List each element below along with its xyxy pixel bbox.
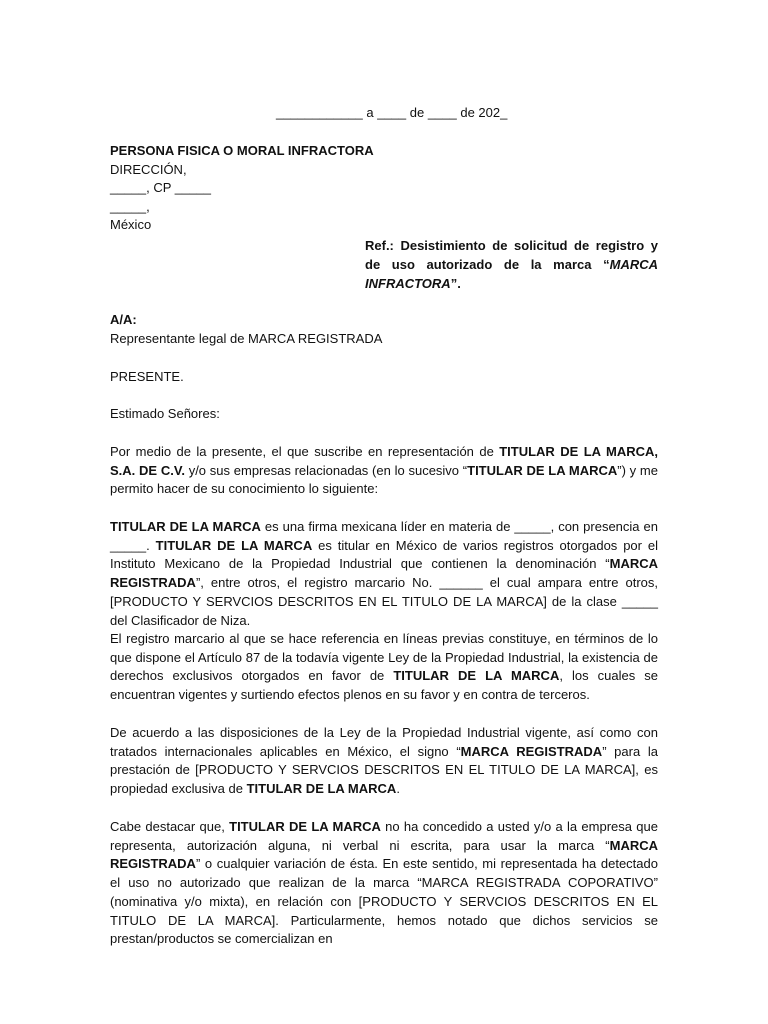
p4-titular: TITULAR DE LA MARCA <box>246 781 397 797</box>
reference-suffix: ”. <box>450 276 461 291</box>
p2-text-b: es una firma mexicana líder en materia de _____, con presencia en _____. <box>110 519 658 553</box>
p5-text-e: ” o cualquier variación de ésta. En este sentido, mi representada ha detectado el uso no autorizado que realizan de la marca “MARCA REGISTRADA COPORATIVO” (nominativa y/o mixta), en relación con [PRODUCTO Y SERVCIOS DESCRITOS EN EL TITULO DE LA MARCA]. Particularmente, hemos notado que dichos servicios se prestan/productos se comercializan en <box>110 856 658 947</box>
p4-mark: MARCA REGISTRADA <box>460 743 603 759</box>
p4-text-a: De acuerdo a las disposiciones de la Ley de la Propiedad Industrial vigente, así como con tratados internacionales aplicables en México, el signo “ <box>110 725 658 759</box>
p5-text-a: Cabe destacar que, <box>110 819 230 834</box>
reference-prefix: Ref.: Desistimiento de solicitud de registro y de uso autorizado de la marca “ <box>365 238 658 272</box>
greeting <box>110 405 658 424</box>
attention-block <box>110 311 658 348</box>
p3-text-a: El registro marcario al que se hace referencia en líneas previas constituye, en términos de lo que dispone el Artículo 87 de la todavía vigente Ley de la Propiedad Industrial, la existencia de derechos exclusivos otorgados en favor de <box>110 631 658 684</box>
date-line: ____________ a ____ de ____ de 202_ <box>276 105 508 120</box>
p1-text-e: ”) y me permito hacer de su conocimiento lo siguiente: <box>110 462 658 497</box>
paragraph-4 <box>110 724 658 799</box>
recipient-country: México <box>110 217 152 232</box>
recipient-blank: _____, <box>110 198 150 214</box>
paragraph-3 <box>110 630 658 705</box>
paragraph-1 <box>110 443 658 499</box>
p1-company: TITULAR DE LA MARCA, S.A. DE C.V. <box>110 444 658 478</box>
p1-text-a: Por medio de la presente, el que suscribe en representación de <box>110 444 500 459</box>
recipient-address-label: DIRECCIÓN, <box>110 161 187 177</box>
attention-label: A/A: <box>110 312 137 327</box>
paragraph-2 <box>110 518 658 630</box>
p2-titular-c: TITULAR DE LA MARCA <box>155 537 313 553</box>
p4-text-e: . <box>396 781 400 797</box>
p1-text-c: y/o sus empresas relacionadas (en lo sucesivo “ <box>184 462 468 478</box>
reference-mark: MARCA INFRACTORA <box>365 257 658 291</box>
presente-text: PRESENTE. <box>110 369 184 384</box>
p2-text-d: es titular en México de varios registros otorgados por el Instituto Mexicano de la Propiedad Industrial que contienen la denominación “ <box>110 537 658 572</box>
recipient-name: PERSONA FISICA O MORAL INFRACTORA <box>110 143 374 158</box>
recipient-block <box>110 142 658 235</box>
p3-text-c: , los cuales se encuentran vigentes y surtiendo efectos plenos en su favor y en contra de terceros. <box>110 668 658 703</box>
p3-titular: TITULAR DE LA MARCA <box>393 668 560 684</box>
p2-titular-a: TITULAR DE LA MARCA <box>110 519 261 534</box>
p5-text-c: no ha concedido a usted y/o a la empresa que representa, autorización alguna, ni verbal ni escrita, para usar la marca “ <box>110 819 658 853</box>
paragraph-5 <box>110 818 658 949</box>
attention-to: Representante legal de MARCA REGISTRADA <box>110 330 383 346</box>
p2-mark: MARCA REGISTRADA <box>110 556 658 591</box>
greeting-text: Estimado Señores: <box>110 406 220 421</box>
p1-titular: TITULAR DE LA MARCA <box>467 462 618 478</box>
p5-titular: TITULAR DE LA MARCA <box>229 819 381 834</box>
p2-text-f: ”, entre otros, el registro marcario No. ______ el cual ampara entre otros, [PRODUCTO Y SERVCIOS DESCRITOS EN EL TITULO DE LA MARCA] de la clase _____ del Clasificador de Niza. <box>110 575 658 628</box>
reference-block <box>365 236 658 293</box>
recipient-cp: _____, CP _____ <box>110 180 211 195</box>
presente <box>110 368 658 387</box>
p4-text-c: ” para la prestación de [PRODUCTO Y SERVCIOS DESCRITOS EN EL TITULO DE LA MARCA], es propiedad exclusiva de <box>110 743 658 797</box>
p5-mark: MARCA REGISTRADA <box>110 837 658 872</box>
